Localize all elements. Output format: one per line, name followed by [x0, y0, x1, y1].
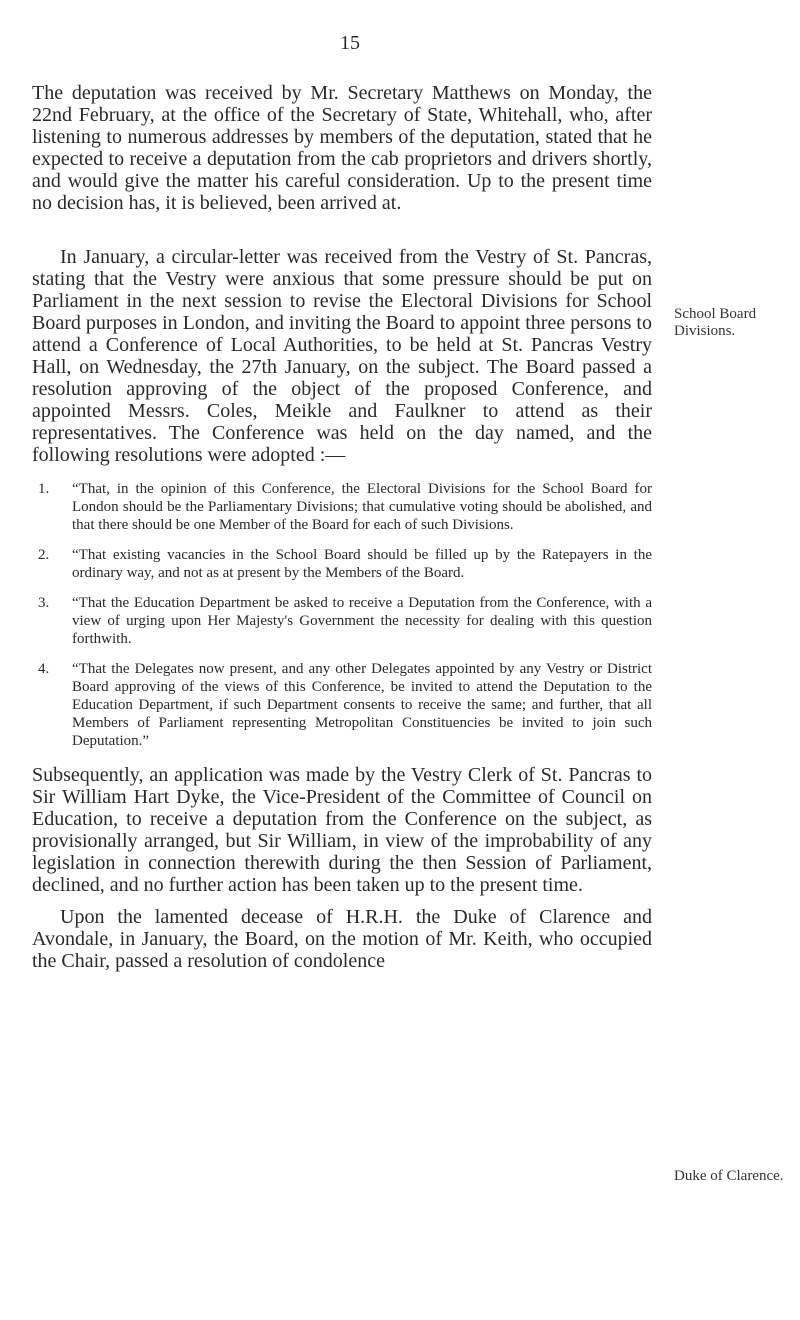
resolution-text: “That, in the opinion of this Conference, the Electoral Divisions for the School Board for London should be the Parliamentary Divisions; that cumulative voting should be abolished, and that there should be one Member of the Board for each of such Divisions.: [72, 481, 652, 533]
resolution-number: 3.: [38, 595, 50, 611]
resolution-item: [32, 480, 652, 534]
main-text: [32, 82, 652, 972]
resolution-text: “That the Delegates now present, and any other Delegates appointed by any Vestry or District Board approving of the views of this Conference, be invited to attend the Deputation to the Education Department, if such Department consents to receive the same; and further, that all Members of Parliament representing Metropolitan Constituencies be invited to join such Deputation.”: [72, 661, 652, 749]
paragraph-deputation: The deputation was received by Mr. Secretary Matthews on Monday, the 22nd February, at the office of the Secretary of State, Whitehall, who, after listening to numerous addresses by members of the deputation, stated that he expected to receive a deputation from the cab proprietors and drivers shortly, and would give the matter his careful consideration. Up to the present time no decision has, it is believed, been arrived at.: [32, 82, 652, 214]
resolutions-list: [32, 480, 652, 750]
paragraph-subsequently: Subsequently, an application was made by the Vestry Clerk of St. Pancras to Sir William Hart Dyke, the Vice-President of the Committee of Council on Education, to receive a deputation from the Conference on the subject, as provisionally arranged, but Sir William, in view of the improbability of any legislation in connection therewith during the then Session of Parliament, declined, and no further action has been taken up to the present time.: [32, 764, 652, 896]
resolution-item: [32, 594, 652, 648]
resolution-item: [32, 546, 652, 582]
resolution-item: [32, 660, 652, 750]
resolution-text: “That the Education Department be asked to receive a Deputation from the Conference, with a view of urging upon Her Majesty's Government the necessity for dealing with this question forthwith.: [72, 595, 652, 647]
sidenote-school-board-divisions: School Board Divisions.: [674, 306, 757, 339]
paragraph-school-board: In January, a circular-letter was received from the Vestry of St. Pancras, stating that the Vestry were anxious that some pressure should be put on Parliament in the next session to revise the Electoral Divisions for School Board purposes in London, and inviting the Board to appoint three persons to attend a Conference of Local Authorities, to be held at St. Pancras Vestry Hall, on Wednesday, the 27th January, on the subject. The Board passed a resolution approving of the object of the proposed Conference, and appointed Messrs. Coles, Meikle and Faulkner to attend as their representatives. The Conference was held on the day named, and the following resolutions were adopted :—: [32, 246, 652, 466]
sidenote-duke-of-clarence: Duke of Clarence.: [674, 1168, 784, 1184]
resolution-number: 4.: [38, 661, 50, 677]
resolution-text: “That existing vacancies in the School Board should be filled up by the Ratepayers in the ordinary way, and not as at present by the Members of the Board.: [72, 547, 652, 581]
paragraph-duke: Upon the lamented decease of H.R.H. the Duke of Clarence and Avondale, in January, the Board, on the motion of Mr. Keith, who occupied the Chair, passed a resolution of condolence: [32, 906, 652, 972]
page-number: 15: [340, 32, 360, 54]
resolution-number: 2.: [38, 547, 50, 563]
resolution-number: 1.: [38, 481, 50, 497]
